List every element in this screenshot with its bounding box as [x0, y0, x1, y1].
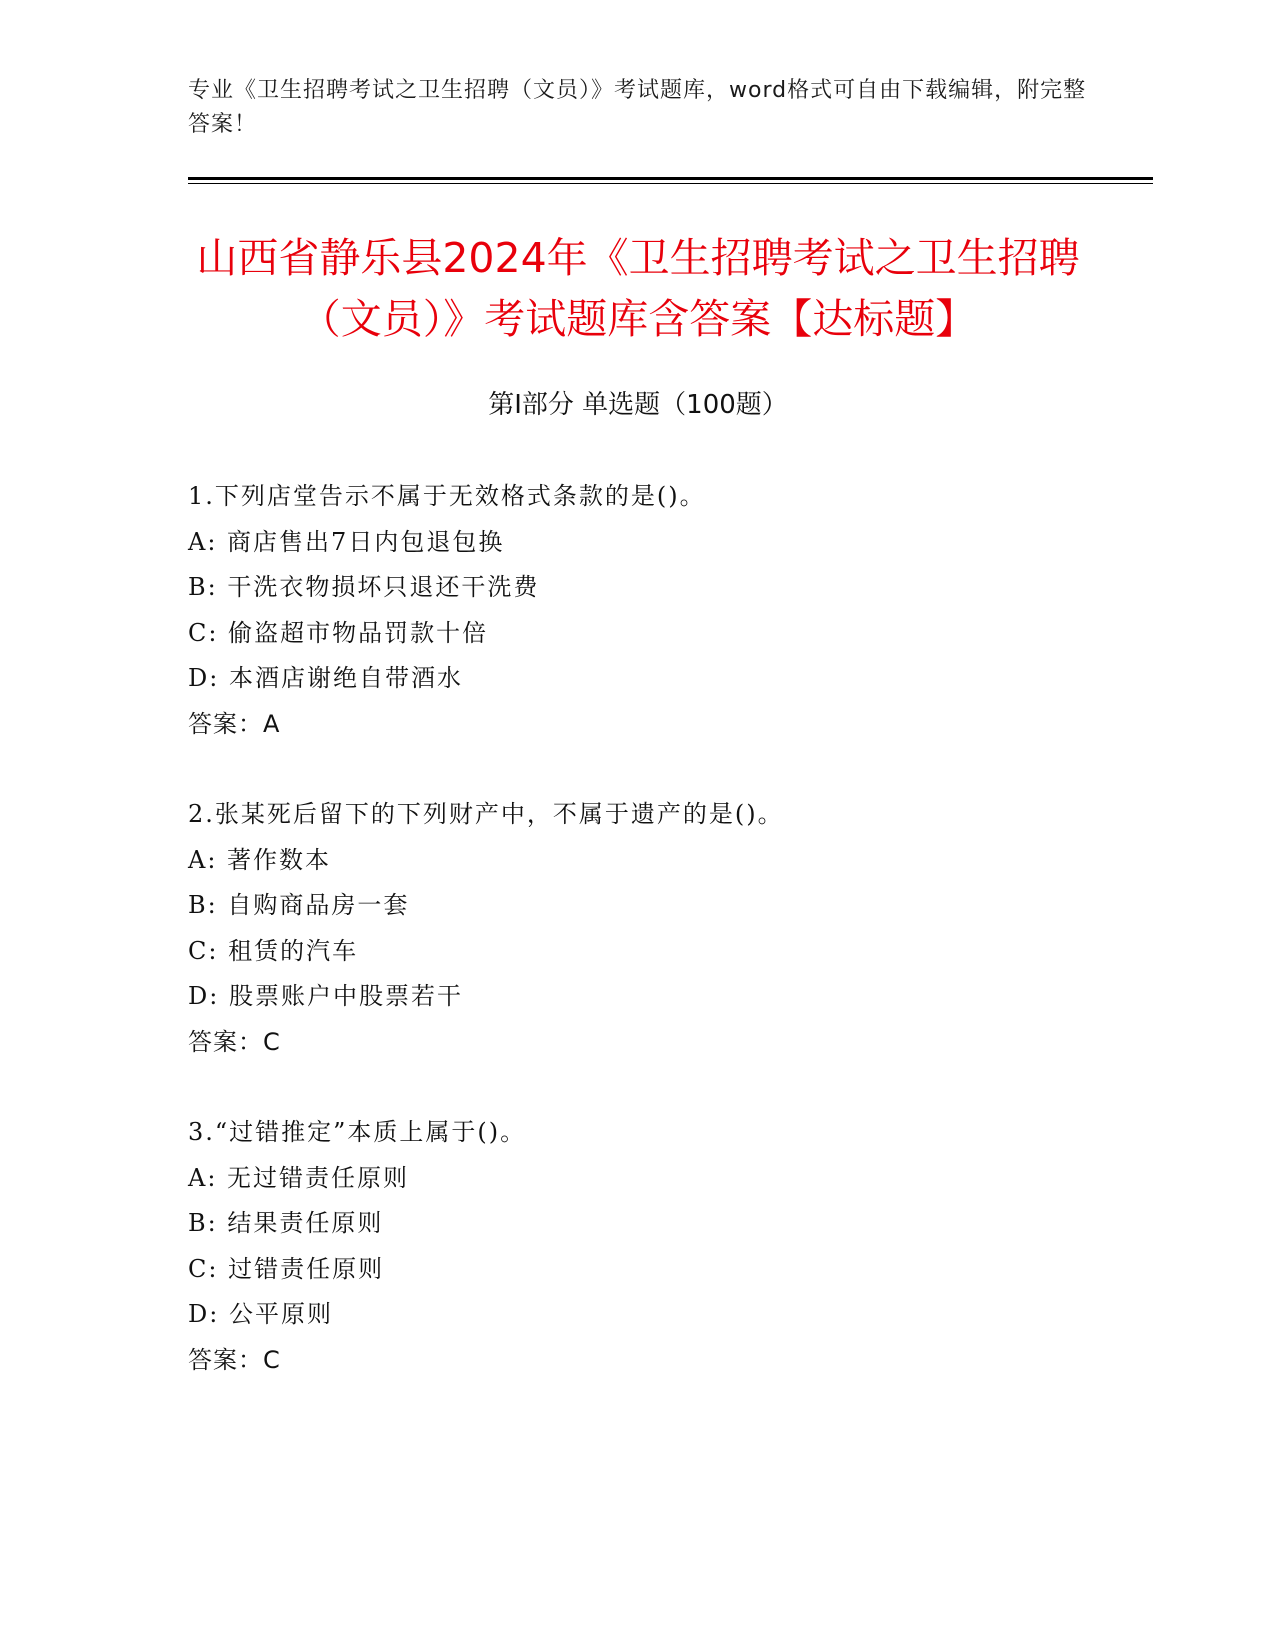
question-stem: 2.张某死后留下的下列财产中，不属于遗产的是()。: [188, 800, 784, 828]
option-c: C: 偷盗超市物品罚款十倍: [188, 618, 489, 647]
header-rule-thin: [188, 183, 1153, 184]
option-c: C: 租赁的汽车: [188, 936, 359, 965]
question-2: [188, 792, 1138, 1065]
option-b: B: 干洗衣物损坏只退还干洗费: [188, 573, 540, 601]
option-d: D: 公平原则: [188, 1300, 333, 1328]
option-d: D: 股票账户中股票若干: [188, 982, 463, 1010]
section-title: 第Ⅰ部分 单选题（100题）: [488, 390, 788, 420]
question-1: [188, 474, 1138, 747]
header-note: 专业《卫生招聘考试之卫生招聘（文员）》考试题库，word格式可自由下载编辑，附完整答案！: [188, 78, 1087, 137]
answer: 答案：C: [188, 1027, 281, 1056]
option-c: C: 过错责任原则: [188, 1254, 385, 1283]
option-b: B: 结果责任原则: [188, 1209, 384, 1237]
answer: 答案：C: [188, 1345, 281, 1374]
option-a: A: 无过错责任原则: [188, 1163, 410, 1192]
question-3: [188, 1110, 1138, 1383]
option-a: A: 商店售出7日内包退包换: [188, 527, 505, 556]
question-stem: 1.下列店堂告示不属于无效格式条款的是()。: [188, 482, 706, 510]
option-a: A: 著作数本: [188, 845, 332, 874]
option-b: B: 自购商品房一套: [188, 891, 410, 919]
header-rule-thick: [188, 177, 1153, 180]
question-stem: 3.“过错推定”本质上属于()。: [188, 1118, 527, 1146]
option-d: D: 本酒店谢绝自带酒水: [188, 664, 463, 692]
document-title: 山西省静乐县2024年《卫生招聘考试之卫生招聘（文员）》考试题库含答案【达标题】: [196, 234, 1080, 343]
answer: 答案：A: [188, 709, 281, 738]
